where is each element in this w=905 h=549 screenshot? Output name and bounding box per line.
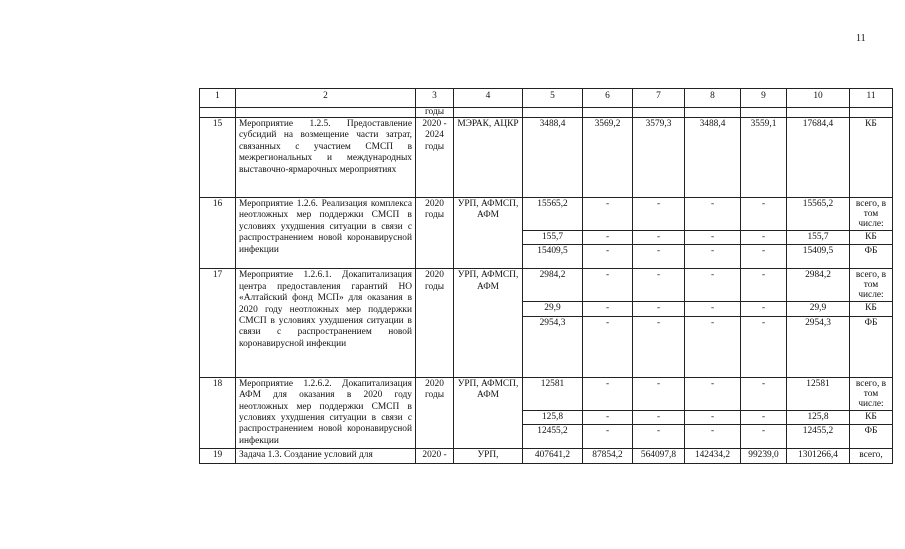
table-row — [200, 377, 893, 410]
value-cell: - — [633, 377, 685, 410]
continued-years-cell: годы — [416, 108, 454, 118]
activity-description-cell: Мероприятие 1.2.5. Предоставление субсидий на возмещение части затрат, связанных с участием СМСП в межрегиональных и международных выставочно-ярмарочных мероприятиях — [236, 118, 416, 198]
value-cell: - — [685, 231, 741, 245]
years-cell: 2020 годы — [416, 269, 454, 377]
table-row — [200, 198, 893, 231]
header-cell: 4 — [454, 89, 523, 108]
header-cell: 7 — [633, 89, 685, 108]
value-cell: - — [633, 198, 685, 231]
value-cell: - — [633, 316, 685, 377]
funding-source-cell: всего, — [850, 449, 893, 463]
header-cell: 3 — [416, 89, 454, 108]
value-cell: - — [583, 231, 633, 245]
value-cell: - — [583, 198, 633, 231]
program-activities-table — [199, 88, 893, 464]
header-cell: 5 — [523, 89, 583, 108]
page-number: 11 — [856, 33, 866, 44]
value-cell: - — [583, 425, 633, 449]
years-cell: 2020 годы — [416, 377, 454, 448]
header-cell: 9 — [741, 89, 787, 108]
value-cell: - — [583, 269, 633, 302]
value-cell: 15565,2 — [523, 198, 583, 231]
value-cell: - — [741, 231, 787, 245]
funding-source-cell: всего, в том числе: — [850, 377, 893, 410]
table-row — [200, 118, 893, 198]
value-cell: 29,9 — [787, 302, 850, 316]
table-row — [200, 269, 893, 302]
funding-source-cell: ФБ — [850, 316, 893, 377]
value-cell: - — [685, 198, 741, 231]
empty-cell — [454, 108, 523, 118]
value-cell: - — [583, 410, 633, 424]
activity-description-cell: Мероприятие 1.2.6. Реализация комплекса неотложных мер поддержки СМСП в условиях ухудшения ситуации в связи с распространением новой коронавирусной инфекции — [236, 198, 416, 269]
row-number-cell: 18 — [200, 377, 236, 448]
value-cell: - — [583, 302, 633, 316]
empty-cell — [633, 108, 685, 118]
value-cell: - — [633, 269, 685, 302]
empty-cell — [685, 108, 741, 118]
funding-source-cell: ФБ — [850, 425, 893, 449]
value-cell: - — [633, 425, 685, 449]
row-number-cell: 19 — [200, 449, 236, 463]
funding-source-cell: КБ — [850, 231, 893, 245]
value-cell: 125,8 — [523, 410, 583, 424]
empty-cell — [741, 108, 787, 118]
value-cell: 3579,3 — [633, 118, 685, 198]
empty-cell — [787, 108, 850, 118]
header-cell: 10 — [787, 89, 850, 108]
years-cell: 2020 - — [416, 449, 454, 463]
value-cell: 3488,4 — [685, 118, 741, 198]
value-cell: 2984,2 — [787, 269, 850, 302]
value-cell: - — [633, 302, 685, 316]
value-cell: - — [741, 410, 787, 424]
header-cell: 11 — [850, 89, 893, 108]
value-cell: - — [633, 245, 685, 269]
activity-description-cell: Задача 1.3. Создание условий для — [236, 449, 416, 463]
value-cell: 407641,2 — [523, 449, 583, 463]
value-cell: - — [583, 316, 633, 377]
funding-source-cell: КБ — [850, 118, 893, 198]
empty-cell — [236, 108, 416, 118]
value-cell: - — [741, 302, 787, 316]
value-cell: - — [685, 410, 741, 424]
header-cell: 2 — [236, 89, 416, 108]
activity-description-cell: Мероприятие 1.2.6.2. Докапитализация АФМ для оказания в 2020 году неотложных мер поддержки СМСП в условиях ухудшения ситуации в связи с распространением новой коронавирусной инфекции — [236, 377, 416, 448]
value-cell: - — [741, 316, 787, 377]
header-cell: 6 — [583, 89, 633, 108]
executors-cell: УРП, — [454, 449, 523, 463]
funding-source-cell: КБ — [850, 302, 893, 316]
header-cell: 8 — [685, 89, 741, 108]
value-cell: - — [685, 302, 741, 316]
header-row — [200, 89, 893, 108]
activity-description-cell: Мероприятие 1.2.6.1. Докапитализация центра предоставления гарантий НО «Алтайский фонд МСП» для оказания в 2020 году неотложных мер поддержки СМСП в условиях ухудшения ситуации в связи с распространением новой коронавирусной инфекции — [236, 269, 416, 377]
value-cell: 15409,5 — [523, 245, 583, 269]
value-cell: - — [633, 231, 685, 245]
row-number-cell: 17 — [200, 269, 236, 377]
executors-cell: МЭРАК, АЦКР — [454, 118, 523, 198]
value-cell: - — [741, 198, 787, 231]
funding-source-cell: ФБ — [850, 245, 893, 269]
value-cell: 1301266,4 — [787, 449, 850, 463]
funding-source-cell: всего, в том числе: — [850, 269, 893, 302]
value-cell: 12455,2 — [787, 425, 850, 449]
value-cell: - — [583, 245, 633, 269]
value-cell: 2954,3 — [523, 316, 583, 377]
row-number-cell: 15 — [200, 118, 236, 198]
years-cell: 2020 - 2024 годы — [416, 118, 454, 198]
value-cell: - — [685, 425, 741, 449]
value-cell: - — [685, 245, 741, 269]
value-cell: 3488,4 — [523, 118, 583, 198]
value-cell: 29,9 — [523, 302, 583, 316]
value-cell: 12455,2 — [523, 425, 583, 449]
value-cell: - — [741, 245, 787, 269]
funding-source-cell: всего, в том числе: — [850, 198, 893, 231]
funding-source-cell: КБ — [850, 410, 893, 424]
value-cell: 155,7 — [787, 231, 850, 245]
value-cell: 142434,2 — [685, 449, 741, 463]
value-cell: 87854,2 — [583, 449, 633, 463]
value-cell: - — [741, 269, 787, 302]
executors-cell: УРП, АФМСП, АФМ — [454, 377, 523, 448]
empty-cell — [523, 108, 583, 118]
value-cell: - — [685, 377, 741, 410]
value-cell: 564097,8 — [633, 449, 685, 463]
years-cell: 2020 годы — [416, 198, 454, 269]
value-cell: 2954,3 — [787, 316, 850, 377]
continuation-row — [200, 108, 893, 118]
value-cell: 125,8 — [787, 410, 850, 424]
header-cell: 1 — [200, 89, 236, 108]
value-cell: 15565,2 — [787, 198, 850, 231]
value-cell: 12581 — [523, 377, 583, 410]
value-cell: - — [583, 377, 633, 410]
value-cell: 99239,0 — [741, 449, 787, 463]
value-cell: - — [741, 425, 787, 449]
value-cell: 17684,4 — [787, 118, 850, 198]
value-cell: - — [633, 410, 685, 424]
value-cell: - — [741, 377, 787, 410]
row-number-cell: 16 — [200, 198, 236, 269]
empty-cell — [583, 108, 633, 118]
value-cell: 2984,2 — [523, 269, 583, 302]
value-cell: 3559,1 — [741, 118, 787, 198]
empty-cell — [200, 108, 236, 118]
value-cell: 155,7 — [523, 231, 583, 245]
value-cell: 3569,2 — [583, 118, 633, 198]
value-cell: 15409,5 — [787, 245, 850, 269]
value-cell: - — [685, 316, 741, 377]
executors-cell: УРП, АФМСП, АФМ — [454, 269, 523, 377]
executors-cell: УРП, АФМСП, АФМ — [454, 198, 523, 269]
table-row — [200, 449, 893, 463]
value-cell: 12581 — [787, 377, 850, 410]
empty-cell — [850, 108, 893, 118]
value-cell: - — [685, 269, 741, 302]
